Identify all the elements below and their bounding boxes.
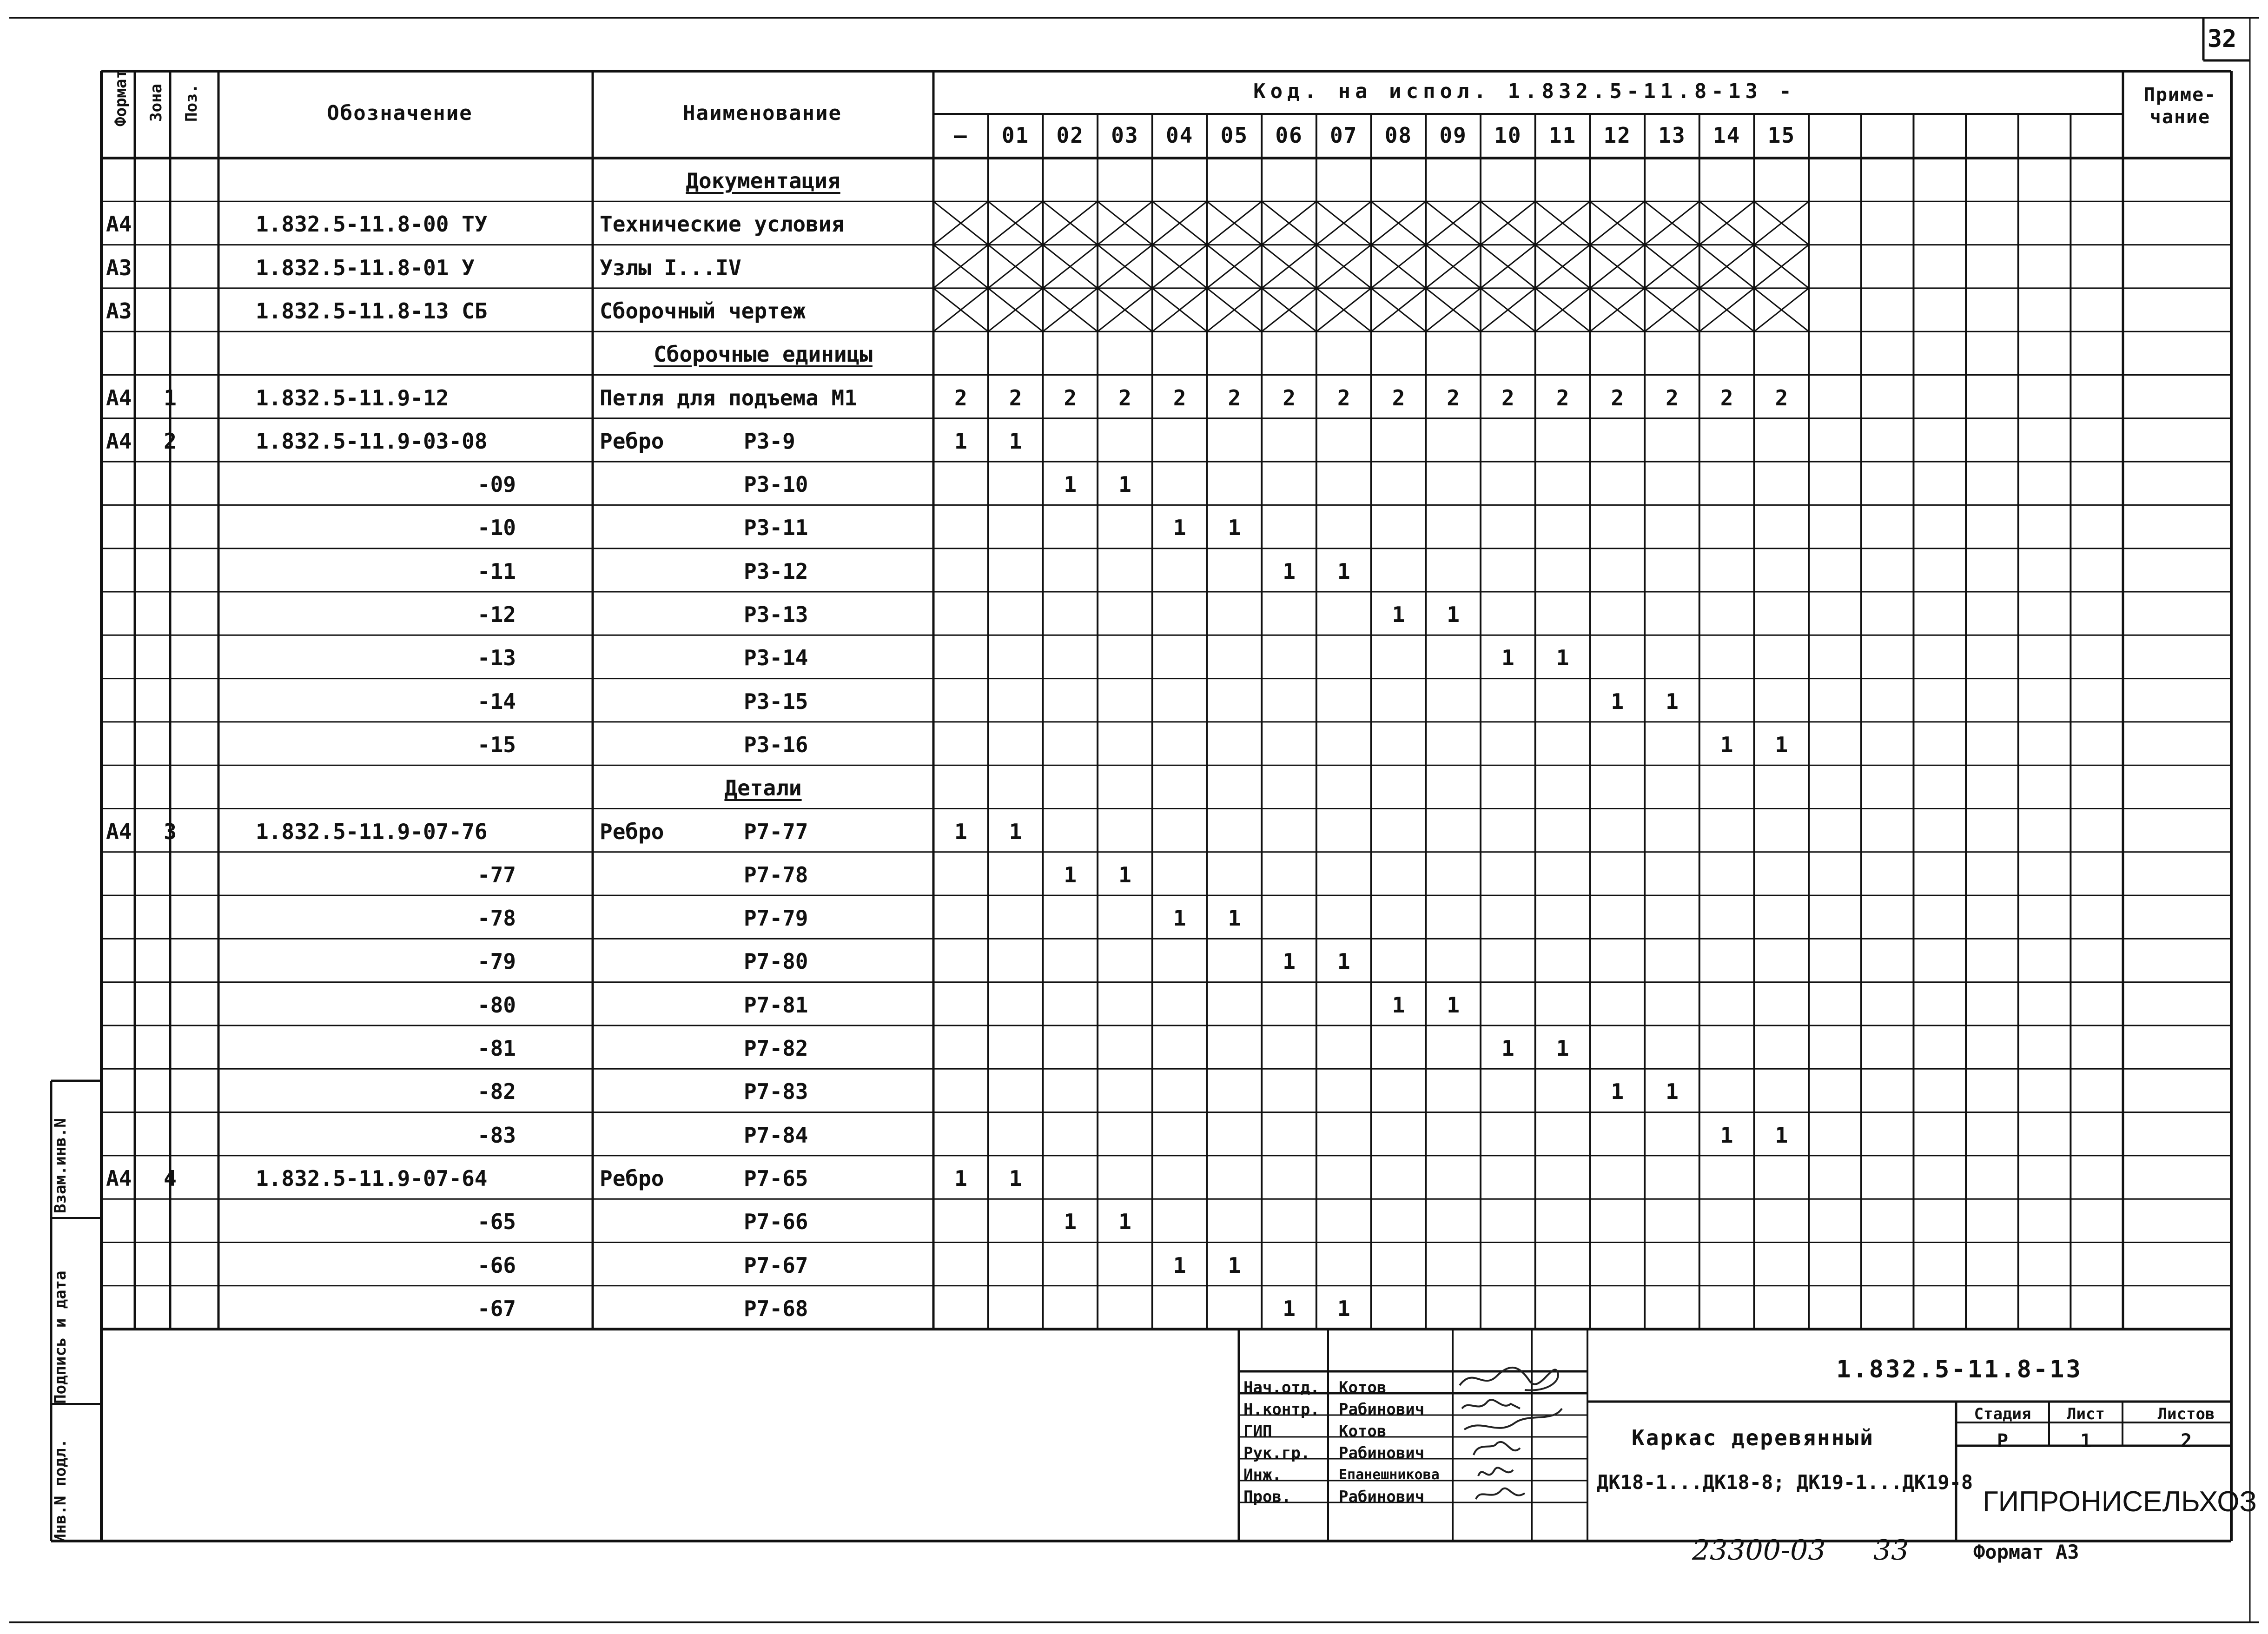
cell-name: Р7-66 <box>744 1209 808 1235</box>
cell-qty: 1 <box>1392 602 1405 627</box>
tb-role-2: Н.контр. <box>1243 1400 1320 1419</box>
cell-designation: 1.832.5-11.9-07-64 <box>256 1165 488 1191</box>
cell-qty: 1 <box>1009 1165 1022 1191</box>
code-header-14: 14 <box>1713 123 1741 148</box>
header-designation: Обозначение <box>327 101 473 125</box>
cell-qty: 2 <box>1118 385 1131 410</box>
signatures-image <box>1455 1348 1576 1511</box>
code-header-4: 04 <box>1165 123 1194 148</box>
cell-qty: 1 <box>1283 1296 1296 1321</box>
tb-role-6: Пров. <box>1243 1488 1291 1506</box>
cell-qty: 1 <box>1775 732 1788 757</box>
cell-qty: 1 <box>1556 645 1569 671</box>
cell-name-prefix: Ребро <box>600 819 664 844</box>
cell-designation: -78 <box>477 906 516 931</box>
cell-name: РЗ-13 <box>744 602 808 627</box>
tb-role-5: Инж. <box>1243 1466 1282 1484</box>
cell-designation: -11 <box>477 558 516 584</box>
cell-qty: 1 <box>1228 515 1241 541</box>
tb-sheets: 2 <box>2180 1430 2192 1452</box>
cell-qty: 1 <box>1337 949 1350 974</box>
cell-qty: 1 <box>1720 732 1733 757</box>
format-label: Формат А3 <box>1973 1541 2079 1563</box>
tb-title-2: ДК18-1...ДК18-8; ДК19-1...ДК19-8 <box>1597 1471 1973 1494</box>
cell-name-prefix: Ребро <box>600 1165 664 1191</box>
tb-name-3: Котов <box>1339 1422 1387 1441</box>
cell-qty: 1 <box>1556 1036 1569 1061</box>
tb-title-1: Каркас деревянный <box>1632 1425 1874 1450</box>
tb-role-1: Нач.отд. <box>1243 1378 1320 1397</box>
cell-designation: 1.832.5-11.9-12 <box>256 385 449 410</box>
cell-qty: 2 <box>1337 385 1350 410</box>
cell-designation: -83 <box>477 1122 516 1148</box>
cell-qty: 2 <box>1283 385 1296 410</box>
page-number: 32 <box>2207 25 2237 53</box>
cell-format: А3 <box>106 255 132 280</box>
cell-qty: 1 <box>1064 1209 1077 1235</box>
cell-name: Р7-81 <box>744 992 808 1018</box>
header-zone: Зона <box>147 84 165 122</box>
code-header-1: 01 <box>1001 123 1030 148</box>
tb-doc-code: 1.832.5-11.8-13 <box>1836 1356 2083 1383</box>
cell-qty: 2 <box>1775 385 1788 410</box>
cell-qty: 1 <box>1501 1036 1514 1061</box>
tb-stage-label: Стадия <box>1974 1405 2031 1423</box>
code-header-13: 13 <box>1658 123 1686 148</box>
cell-name-prefix: Ребро <box>600 428 664 454</box>
cell-name: Р7-77 <box>744 819 808 844</box>
cell-designation: -66 <box>477 1252 516 1278</box>
code-header-6: 06 <box>1275 123 1303 148</box>
cell-name: РЗ-11 <box>744 515 808 541</box>
header-note: Приме- чание <box>2143 84 2217 128</box>
cell-qty: 1 <box>1720 1122 1733 1148</box>
cell-designation: -81 <box>477 1036 516 1061</box>
cell-designation: 1.832.5-11.8-01 У <box>256 255 475 280</box>
cell-qty: 1 <box>1666 1079 1679 1105</box>
cell-designation: 1.832.5-11.8-13 СБ <box>256 298 488 324</box>
cell-format: А4 <box>106 212 132 237</box>
cell-designation: -79 <box>477 949 516 974</box>
cell-qty: 1 <box>1173 906 1186 931</box>
code-header-5: 05 <box>1220 123 1249 148</box>
cell-qty: 1 <box>1447 602 1460 627</box>
cell-qty: 2 <box>1173 385 1186 410</box>
tb-organization: ГИПРОНИСЕЛЬХОЗ <box>1983 1486 2257 1518</box>
tb-name-1: Котов <box>1339 1378 1387 1397</box>
cell-name: Р7-78 <box>744 862 808 887</box>
cell-name: Петля для подъема М1 <box>600 385 857 410</box>
cell-qty: 2 <box>1501 385 1514 410</box>
cell-qty: 1 <box>1118 1209 1131 1235</box>
cell-name: РЗ-15 <box>744 688 808 714</box>
cell-qty: 1 <box>1283 949 1296 974</box>
cell-qty: 1 <box>1009 428 1022 454</box>
cell-format: А3 <box>106 298 132 324</box>
cell-qty: 1 <box>954 428 967 454</box>
cell-position: 3 <box>164 819 177 844</box>
section-heading: Сборочные единицы <box>654 342 873 367</box>
cell-qty: 1 <box>1064 862 1077 887</box>
cell-qty: 1 <box>1447 992 1460 1018</box>
cell-designation: -12 <box>477 602 516 627</box>
cell-qty: 2 <box>1611 385 1624 410</box>
tb-name-2: Рабинович <box>1339 1400 1425 1419</box>
tb-name-5: Епанешникова <box>1339 1467 1440 1483</box>
cell-format: А4 <box>106 428 132 454</box>
code-header-8: 08 <box>1384 123 1413 148</box>
cell-name: Р7-68 <box>744 1296 808 1321</box>
cell-designation: -15 <box>477 732 516 757</box>
tb-role-3: ГИП <box>1243 1422 1272 1441</box>
code-header-12: 12 <box>1603 123 1631 148</box>
cell-name: РЗ-12 <box>744 558 808 584</box>
code-header-15: 15 <box>1767 123 1796 148</box>
cell-qty: 1 <box>1337 558 1350 584</box>
cell-qty: 2 <box>1064 385 1077 410</box>
cell-name: РЗ-10 <box>744 472 808 497</box>
cell-qty: 2 <box>1009 385 1022 410</box>
cell-position: 1 <box>164 385 177 410</box>
cell-name: Р7-83 <box>744 1079 808 1105</box>
cell-name: Р7-80 <box>744 949 808 974</box>
code-header-0: — <box>953 123 968 148</box>
header-code-title: Код. на испол. 1.832.5-11.8-13 - <box>1253 79 1796 103</box>
cell-qty: 1 <box>1392 992 1405 1018</box>
tb-sheet-label: Лист <box>2067 1405 2105 1423</box>
cell-name: Р7-67 <box>744 1252 808 1278</box>
stamp-replaced-inv: Взам.инв.N <box>51 1118 70 1213</box>
cell-designation: -13 <box>477 645 516 671</box>
code-header-7: 07 <box>1330 123 1358 148</box>
cell-name: Р7-65 <box>744 1165 808 1191</box>
code-header-11: 11 <box>1548 123 1577 148</box>
cell-format: А4 <box>106 819 132 844</box>
cell-qty: 2 <box>1392 385 1405 410</box>
cell-format: А4 <box>106 1165 132 1191</box>
cell-format: А4 <box>106 385 132 410</box>
header-format: Формат <box>112 69 130 126</box>
cell-designation: -82 <box>477 1079 516 1105</box>
cell-qty: 1 <box>1009 819 1022 844</box>
cell-qty: 2 <box>1228 385 1241 410</box>
stamp-signature-date: Подпись и дата <box>51 1270 70 1404</box>
code-header-2: 02 <box>1056 123 1084 148</box>
archive-page: 33 <box>1873 1534 1909 1567</box>
cell-name: Р7-79 <box>744 906 808 931</box>
cell-qty: 1 <box>954 1165 967 1191</box>
cell-designation: 1.832.5-11.9-03-08 <box>256 428 488 454</box>
cell-qty: 1 <box>1173 1252 1186 1278</box>
cell-name: Технические условия <box>600 212 845 237</box>
cell-qty: 2 <box>1666 385 1679 410</box>
cell-name: Р7-82 <box>744 1036 808 1061</box>
tb-name-4: Рабинович <box>1339 1444 1425 1462</box>
cell-designation: -10 <box>477 515 516 541</box>
cell-qty: 1 <box>1118 862 1131 887</box>
cell-qty: 1 <box>1666 688 1679 714</box>
cell-designation: -14 <box>477 688 516 714</box>
cell-designation: 1.832.5-11.9-07-76 <box>256 819 488 844</box>
cell-qty: 1 <box>1173 515 1186 541</box>
code-header-9: 09 <box>1439 123 1467 148</box>
cell-name: РЗ-16 <box>744 732 808 757</box>
cell-qty: 2 <box>1720 385 1733 410</box>
cell-qty: 2 <box>1556 385 1569 410</box>
cell-qty: 1 <box>1283 558 1296 584</box>
section-heading: Детали <box>724 775 802 801</box>
cell-name: РЗ-9 <box>744 428 795 454</box>
cell-qty: 1 <box>1064 472 1077 497</box>
cell-designation: -77 <box>477 862 516 887</box>
cell-designation: -09 <box>477 472 516 497</box>
stamp-inv-original: Инв.N подл. <box>51 1438 70 1543</box>
tb-sheet: 1 <box>2080 1430 2092 1452</box>
cell-position: 4 <box>164 1165 177 1191</box>
cell-designation: -67 <box>477 1296 516 1321</box>
cell-name: Р7-84 <box>744 1122 808 1148</box>
code-header-3: 03 <box>1111 123 1139 148</box>
cell-qty: 1 <box>1228 1252 1241 1278</box>
code-header-10: 10 <box>1494 123 1522 148</box>
cell-qty: 1 <box>1611 688 1624 714</box>
cell-qty: 1 <box>1611 1079 1624 1105</box>
tb-stage: Р <box>1997 1430 2009 1452</box>
cell-qty: 2 <box>1447 385 1460 410</box>
cell-qty: 2 <box>954 385 967 410</box>
cell-name: Узлы I...IV <box>600 255 741 280</box>
cell-designation: 1.832.5-11.8-00 ТУ <box>256 212 488 237</box>
archive-number: 23300-03 <box>1692 1534 1826 1567</box>
cell-qty: 1 <box>1501 645 1514 671</box>
header-name: Наименование <box>683 101 842 125</box>
cell-qty: 1 <box>1775 1122 1788 1148</box>
header-pos: Поз. <box>182 84 201 122</box>
cell-position: 2 <box>164 428 177 454</box>
tb-name-6: Рабинович <box>1339 1488 1425 1506</box>
cell-designation: -80 <box>477 992 516 1018</box>
cell-qty: 1 <box>1228 906 1241 931</box>
cell-name: РЗ-14 <box>744 645 808 671</box>
cell-qty: 1 <box>1337 1296 1350 1321</box>
cell-name: Сборочный чертеж <box>600 298 806 324</box>
cell-designation: -65 <box>477 1209 516 1235</box>
tb-sheets-label: Листов <box>2157 1405 2215 1423</box>
section-heading: Документация <box>686 168 840 193</box>
cell-qty: 1 <box>954 819 967 844</box>
cell-qty: 1 <box>1118 472 1131 497</box>
tb-role-4: Рук.гр. <box>1243 1444 1310 1462</box>
